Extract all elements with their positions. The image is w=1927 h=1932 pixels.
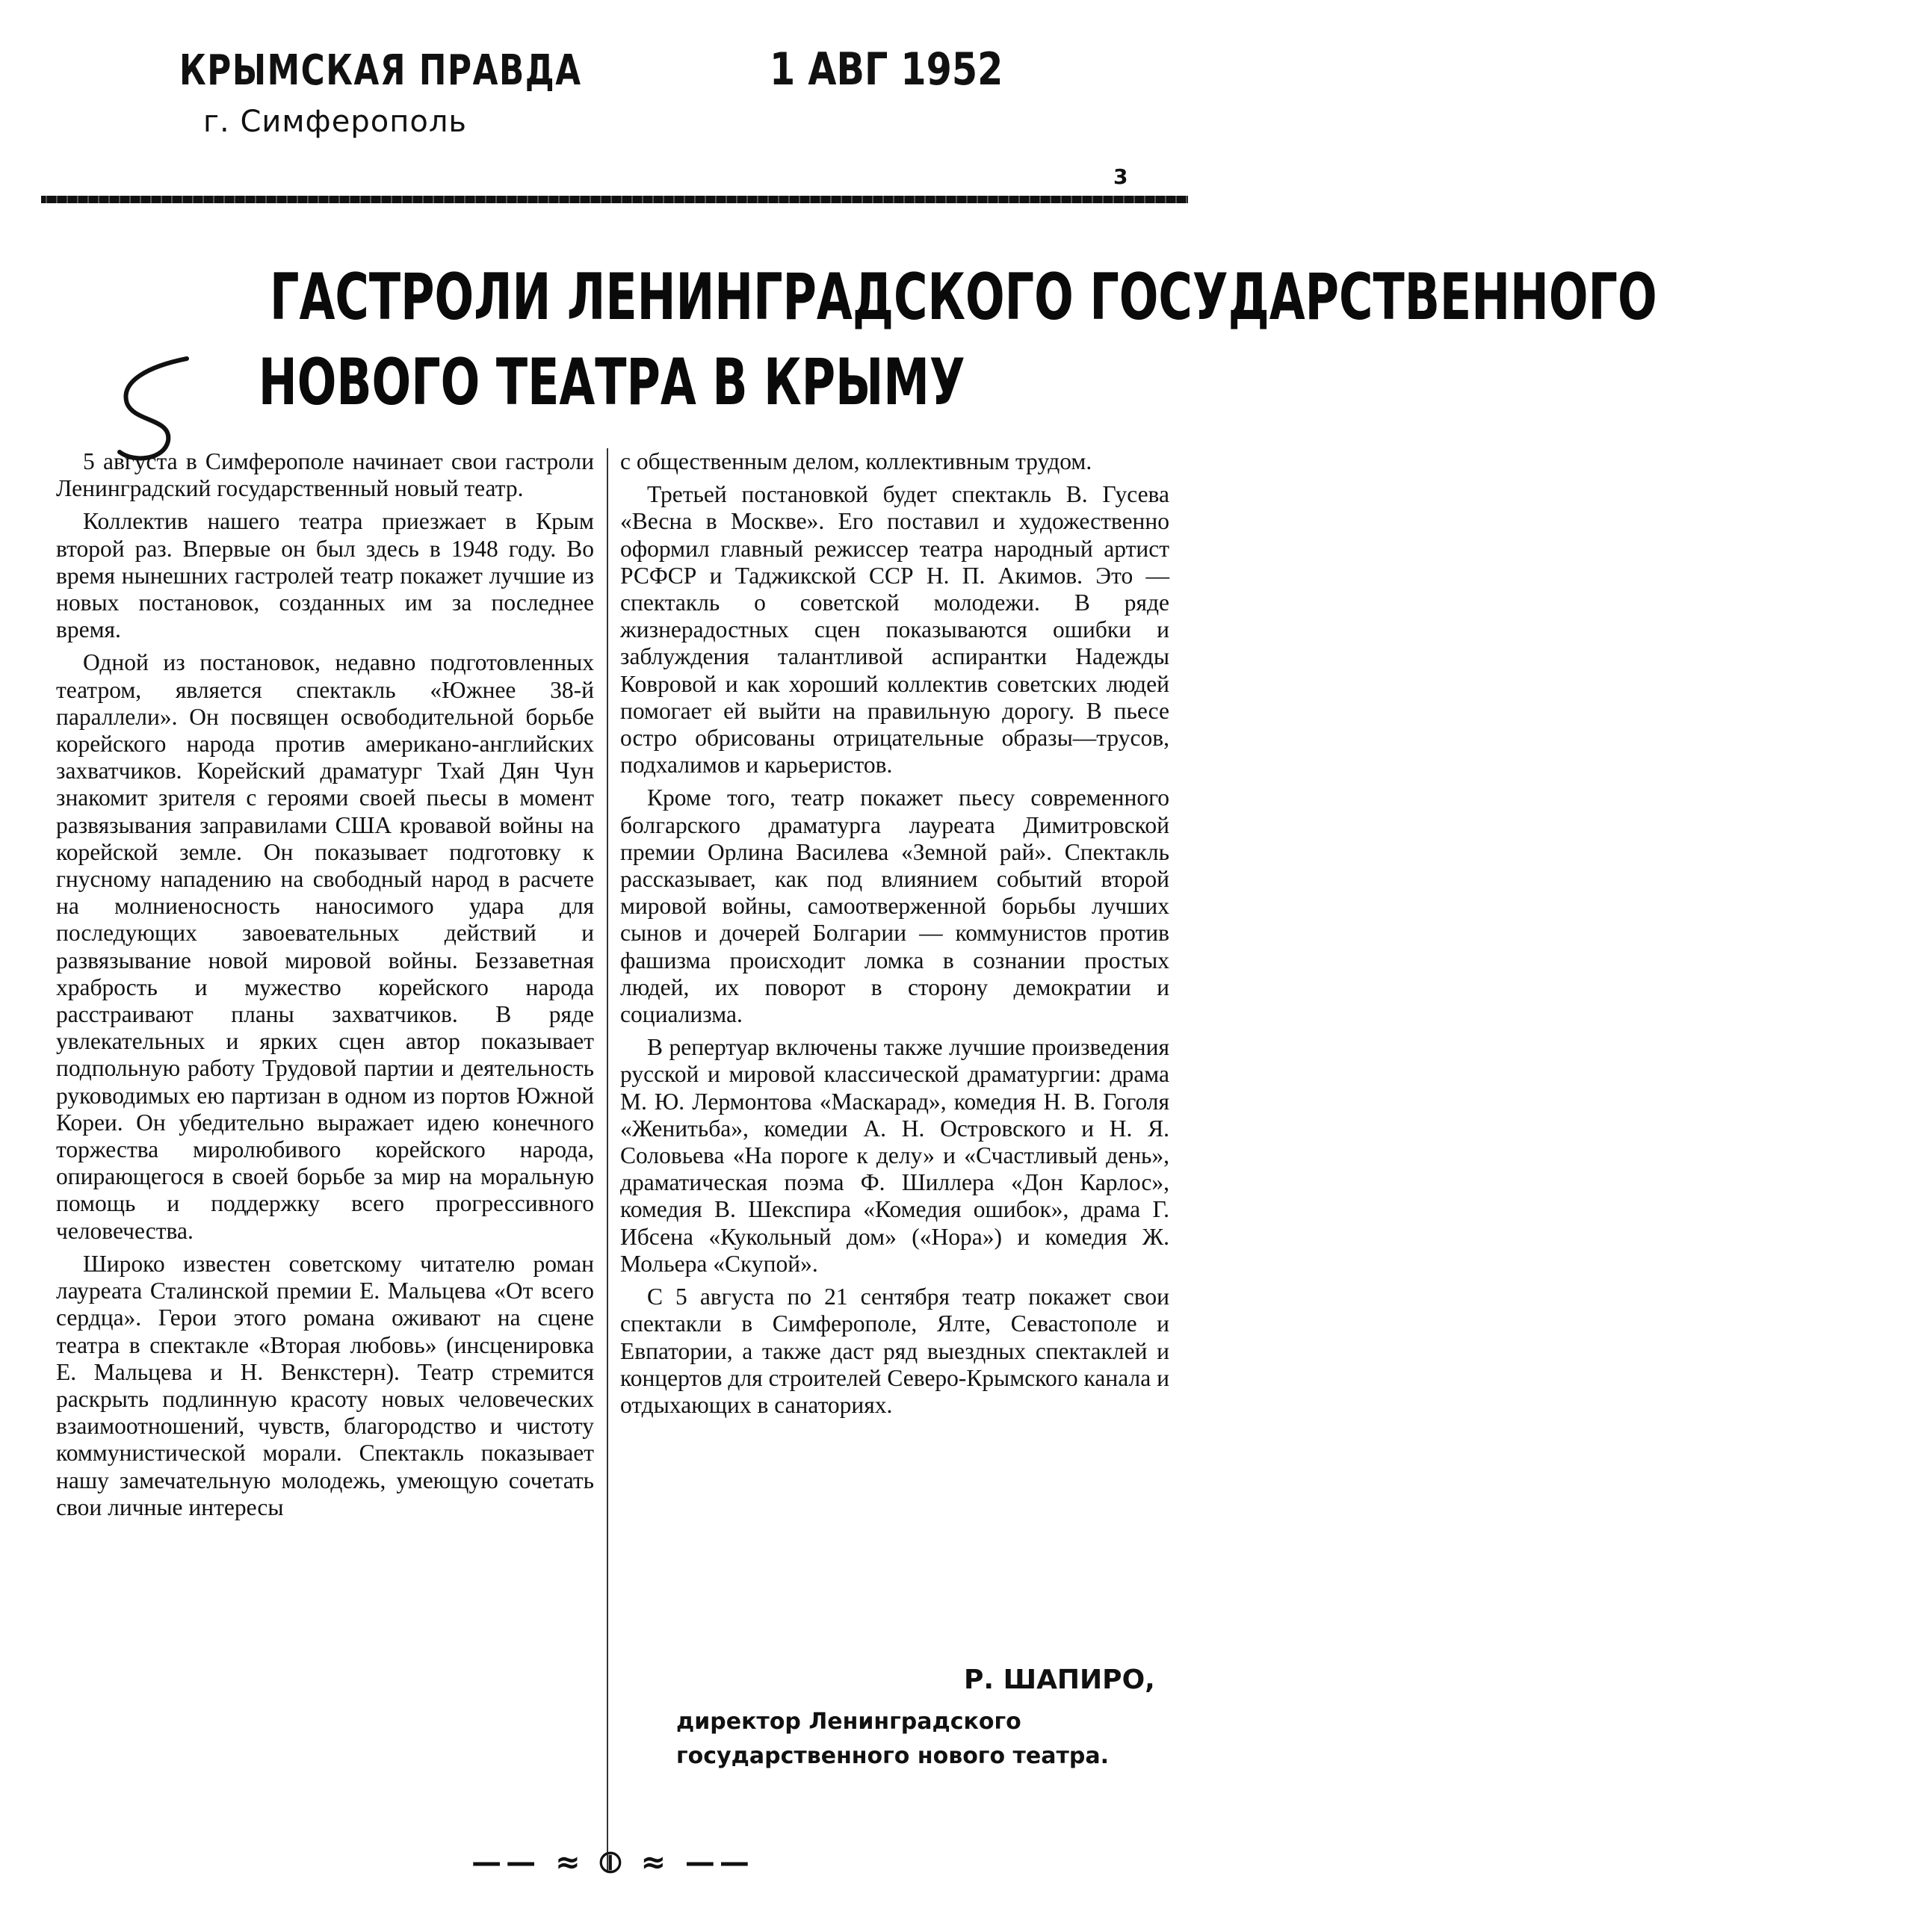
paragraph-continuation: с общественным делом, коллективным трудом.: [620, 448, 1092, 474]
article-right-column: [620, 448, 1169, 1425]
city-stamp: г. Симферополь: [203, 105, 467, 139]
article-left-column: [56, 448, 594, 1527]
headline-line-2-text: НОВОГО ТЕАТРА В КРЫМУ: [259, 345, 965, 420]
date-stamp: 1 АВГ 1952: [770, 43, 1003, 96]
top-rule-divider: [41, 196, 1188, 203]
newspaper-name-stamp: КРЫМСКАЯ ПРАВДА: [179, 46, 582, 95]
paragraph: Коллектив нашего театра приезжает в Крым второй раз. Впервые он был здесь в 1948 году. Во время нынешних гастролей театр покажет лучшие из новых постановок, созданных им за последнее время.: [56, 508, 594, 643]
paragraph: 5 августа в Симферополе начинает свои гастроли Ленинградский государственный новый театр.: [56, 448, 594, 502]
headline-line-1-text: ГАСТРОЛИ ЛЕНИНГРАДСКОГО ГОСУДАРСТВЕННОГО: [270, 260, 1657, 335]
author-title: директор Ленинградского государственного нового театра.: [676, 1709, 1110, 1769]
paragraph: В репертуар включены также лучшие произведения русской и мировой классической драматургии: драма М. Ю. Лермонтова «Маскарад», комедия Н. В. Гоголя «Женитьба», комедии А. Н. Островского и Н. Я. Соловьева «На пороге к делу» и «Счастливый день», драматическая поэма Ф. Шиллера «Дон Карлос», комедия В. Шекспира «Комедия ошибок», драма Г. Ибсена «Кукольный дом» («Нора») и комедия Ж. Мольера «Скупой».: [620, 1034, 1169, 1277]
column-divider: [607, 448, 608, 1871]
headline-line-1: [0, 260, 1657, 335]
paragraph: Одной из постановок, недавно подготовленных театром, является спектакль «Южнее 38-й параллели». Он посвящен освободительной борьбе корейского народа против американо-английских захватчиков. Корейский драматург Тхай Дян Чун знакомит зрителя с героями своей пьесы в момент развязывания заправилами США кровавой войны на корейской земле. Он показывает подготовку к гнусному нападению на свободный народ в расчете на молниеносность наносимого удара для последующих завоевательных действий и развязывание новой мировой войны. Беззаветная храбрость и мужество корейского народа расстраивают планы захватчиков. В ряде увлекательных и ярких сцен автор показывает подпольную работу Трудовой партии и деятельность руководимых ею партизан в одном из портов Южной Кореи. Он убедительно выражает идею конечного торжества миролюбивого корейского народа, опирающегося в своей борьбе за мир на моральную помощь и поддержку всего прогрессивного человечества.: [56, 649, 594, 1244]
ornament-divider: —— ≈ ⦶ ≈ ——: [471, 1845, 754, 1880]
paragraph: С 5 августа по 21 сентября театр покажет свои спектакли в Симферополе, Ялте, Севастополе и Евпатории, а также даст ряд выездных спектаклей и концертов для строителей Северо-Крымского канала и отдыхающих в санаториях.: [620, 1284, 1169, 1418]
paragraph: Третьей постановкой будет спектакль В. Гусева «Весна в Москве». Его поставил и художественно оформил главный режиссер театра народный артист РСФСР и Таджикской ССР Н. П. Акимов. Это — спектакль о советской молодежи. В ряде жизнерадостных сцен показываются ошибки и заблуждения талантливой аспирантки Надежды Ковровой и как хороший коллектив советских людей помогает ей выйти на правильную дорогу. В пьесе остро обрисованы отрицательные образы—трусов, подхалимов и карьеристов.: [620, 481, 1169, 778]
author-signature: Р. ШАПИРО,: [964, 1665, 1155, 1695]
paragraph: Широко известен советскому читателю роман лауреата Сталинской премии Е. Мальцева «От всего сердца». Герои этого романа оживают на сцене театра в спектакле «Вторая любовь» (инсценировка Е. Мальцева и Н. Венкстерн). Театр стремится раскрыть подлинную красоту новых человеческих взаимоотношений, чувств, благородство и чистоту коммунистической морали. Спектакль показывает нашу замечательную молодежь, умеющую сочетать свои личные интересы: [56, 1250, 594, 1520]
page-number: 3: [1113, 164, 1128, 189]
paragraph: Кроме того, театр покажет пьесу современного болгарского драматурга лауреата Димитровской премии Орлина Василева «Земной рай». Спектакль рассказывает, как под влиянием событий второй мировой войны, самоотверженной борьбы лучших сынов и дочерей Болгарии — коммунистов против фашизма происходит ломка в сознании простых людей, их поворот в сторону демократии и социализма.: [620, 784, 1169, 1028]
